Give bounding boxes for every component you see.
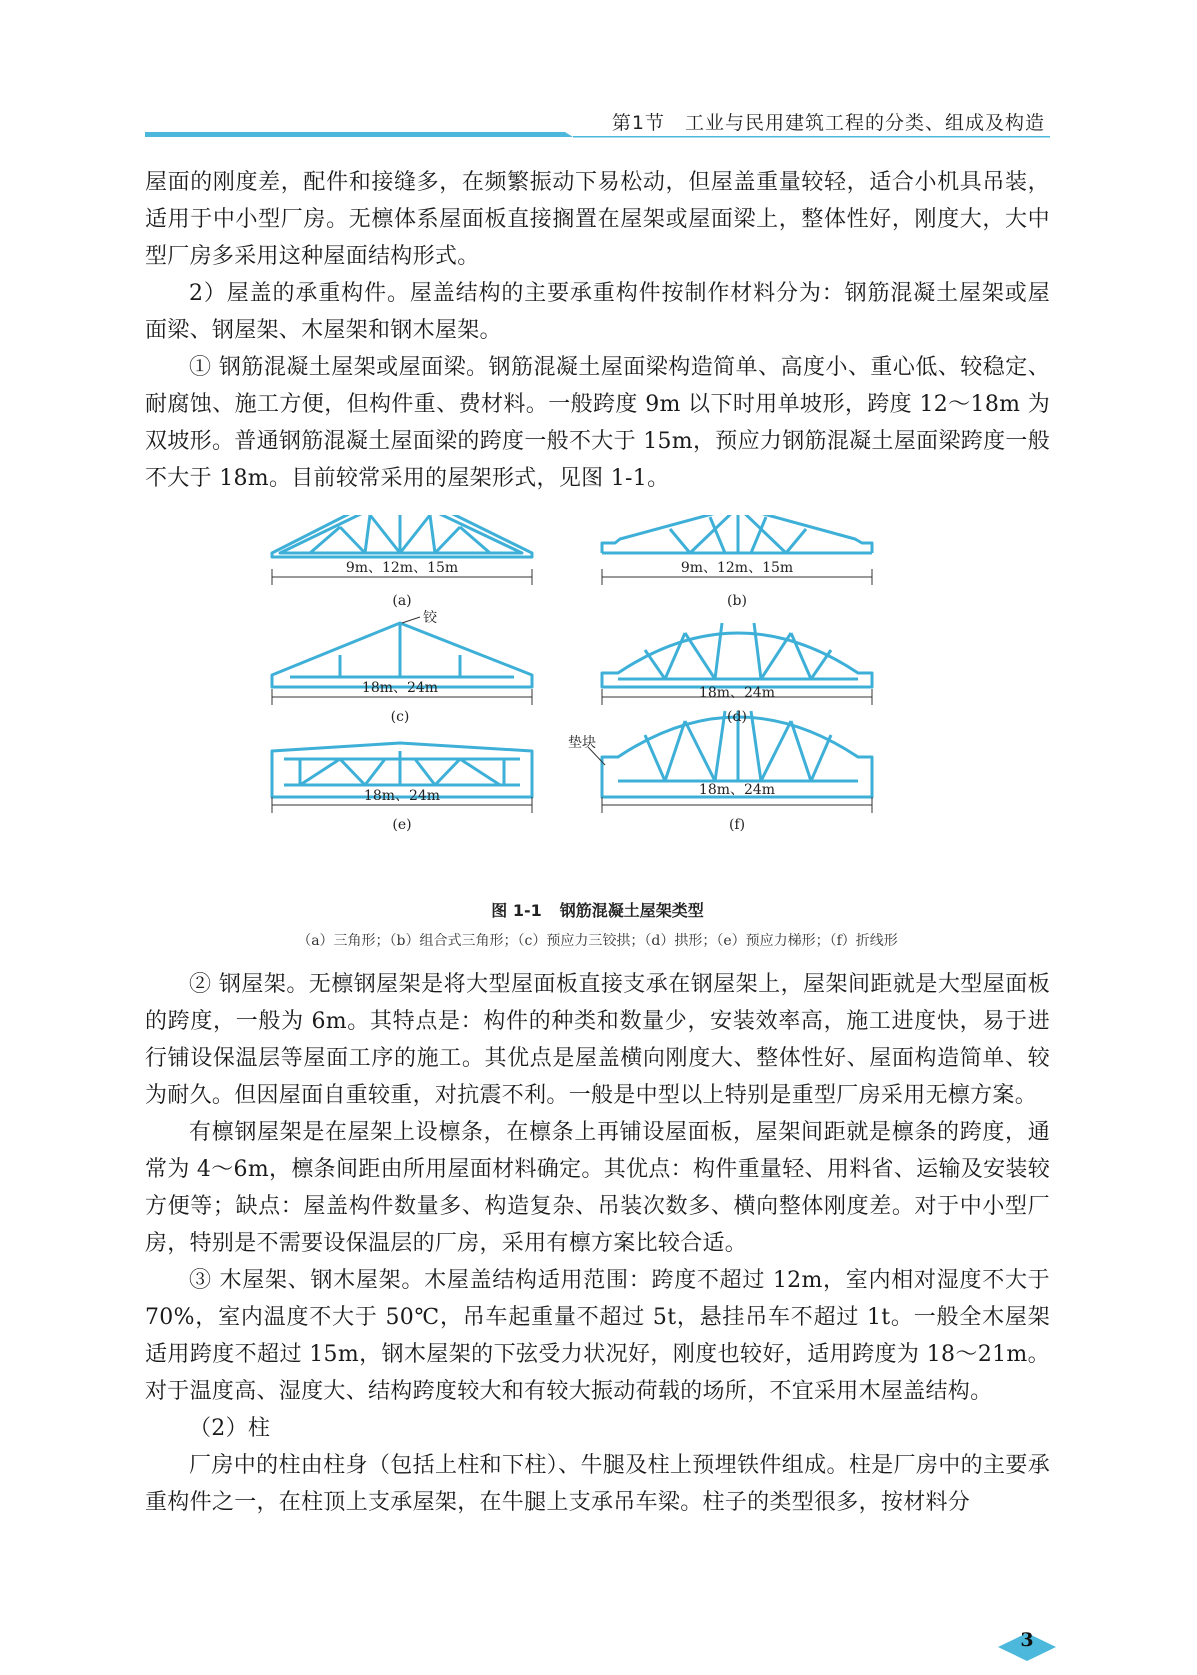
panel-letter-f: (f) [728, 817, 746, 833]
span-label-c: 18m、24m [361, 680, 439, 696]
callout-pad-block: 垫块 [568, 735, 596, 751]
span-label-a: 9m、12m、15m [345, 560, 459, 576]
figure-1-1 [270, 515, 910, 890]
panel-letter-a: (a) [392, 593, 412, 609]
truss-b-combined [602, 515, 872, 553]
span-label-f: 18m、24m [698, 782, 776, 798]
panel-letter-b: (b) [727, 593, 747, 609]
panel-letter-e: (e) [392, 817, 412, 833]
page-number-badge [998, 1629, 1056, 1661]
paragraph: 2）屋盖的承重构件。屋盖结构的主要承重构件按制作材料分为：钢筋混凝土屋架或屋面梁、钢屋架、木屋架和钢木屋架。 [145, 281, 1050, 343]
paragraph: ② 钢屋架。无檩钢屋架是将大型屋面板直接支承在钢屋架上，屋架间距就是大型屋面板的跨度，一般为 6m。其特点是：构件的种类和数量少，安装效率高，施工进度快，易于进行铺设保温层等屋面工序的施工。其优点是屋盖横向刚度大、整体性好、屋面构造简单、较为耐久。但因屋面自重较重，对抗震不利。一般是中型以上特别是重型厂房采用无檩方案。 [145, 972, 1050, 1108]
figure-title: 钢筋混凝土屋架类型 [559, 901, 704, 920]
truss-a-triangular [272, 515, 532, 557]
paragraph: ③ 木屋架、钢木屋架。木屋盖结构适用范围：跨度不超过 12m，室内相对湿度不大于 70%，室内温度不大于 50℃，吊车起重量不超过 5t，悬挂吊车不超过 1t。一般全木屋架适用跨度不超过 15m，钢木屋架的下弦受力状况好，刚度也较好，适用跨度为 18～21m。对于温度高、湿度大、结构跨度较大和有较大振动荷载的场所，不宜采用木屋盖结构。 [145, 1268, 1050, 1404]
running-header-title: 第1节 工业与民用建筑工程的分类、组成及构造 [611, 112, 1045, 134]
figure-caption [145, 898, 1050, 921]
paragraph: 厂房中的柱由柱身（包括上柱和下柱）、牛腿及柱上预埋铁件组成。柱是厂房中的主要承重构件之一，在柱顶上支承屋架，在牛腿上支承吊车梁。柱子的类型很多，按材料分 [145, 1453, 1050, 1515]
body-text-top [145, 164, 1050, 497]
section-heading: （2）柱 [189, 1416, 271, 1441]
paragraph: 有檩钢屋架是在屋架上设檩条，在檩条上再铺设屋面板，屋架间距就是檩条的跨度，通常为 4～6m，檩条间距由所用屋面材料确定。其优点：构件重量轻、用料省、运输及安装较方便等；缺点：屋盖构件数量多、构造复杂、吊装次数多、横向整体刚度差。对于中小型厂房，特别是不需要设保温层的厂房，采用有檩方案比较合适。 [145, 1120, 1050, 1256]
page-number: 3 [1020, 1629, 1034, 1651]
paragraph: ① 钢筋混凝土屋架或屋面梁。钢筋混凝土屋面梁构造简单、高度小、重心低、较稳定、耐腐蚀、施工方便，但构件重、费材料。一般跨度 9m 以下时用单坡形，跨度 12～18m 为双坡形。普通钢筋混凝土屋面梁的跨度一般不大于 15m，预应力钢筋混凝土屋面梁跨度一般不大于 18m。目前较常采用的屋架形式，见图 1-1。 [145, 355, 1050, 491]
span-label-e: 18m、24m [363, 788, 441, 804]
paragraph: 屋面的刚度差，配件和接缝多，在频繁振动下易松动，但屋盖重量较轻，适合小机具吊装，适用于中小型厂房。无檩体系屋面板直接搁置在屋架或屋面梁上，整体性好，刚度大，大中型厂房多采用这种屋面结构形式。 [145, 170, 1050, 269]
panel-letter-d: (d) [727, 709, 747, 725]
panel-letter-c: (c) [390, 709, 410, 725]
figure-number: 图 1-1 [491, 901, 542, 920]
header-rule [145, 132, 1050, 140]
truss-d-arch [602, 623, 872, 687]
span-label-b: 9m、12m、15m [680, 560, 794, 576]
span-label-d: 18m、24m [698, 685, 776, 701]
figure-subcaption: （a）三角形；（b）组合式三角形；（c）预应力三铰拱；（d）拱形；（e）预应力梯形；（f）折线形 [297, 933, 898, 949]
callout-hinge: 铰 [423, 610, 437, 626]
body-text-bottom [145, 966, 1050, 1521]
